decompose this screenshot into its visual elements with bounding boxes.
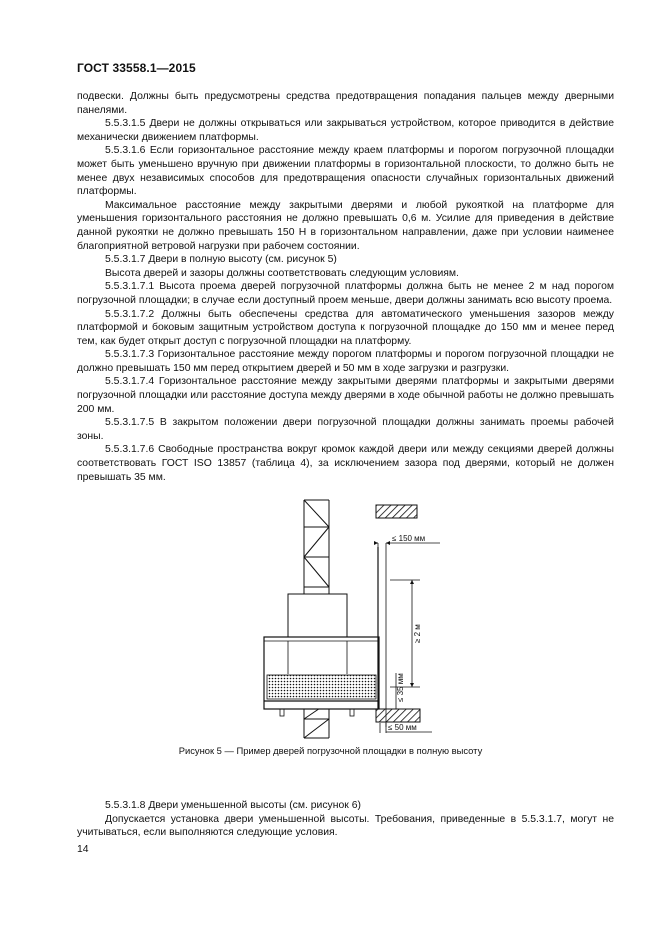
label-bottom-gap: ≤ 35 мм bbox=[396, 673, 405, 702]
document-header: ГОСТ 33558.1—2015 bbox=[77, 61, 196, 75]
paragraph: 5.5.3.1.7.5 В закрытом положении двери погрузочной площадки должны занимать проемы рабочей зоны. bbox=[77, 417, 614, 442]
paragraph: Максимальное расстояние между закрытыми дверями и любой рукояткой на платформе для уменьшения горизонтального расстояния не должно превышать 0,6 м. Усилие для приведения в действие данной рукоятки не должно превышать 150 Н в горизонтальном направлении, даже при условии наименее благоприятной ветровой нагрузки при рабочем состоянии. bbox=[77, 199, 614, 252]
figure-5-diagram bbox=[250, 497, 450, 742]
paragraph: 5.5.3.1.7.2 Должны быть обеспечены средства для автоматического уменьшения зазоров между платформой и боковым защитным устройством доступа к погрузочной площадке до 150 мм и менее перед тем, как будет открыт доступ с погрузочной площадки на платформу. bbox=[77, 308, 614, 347]
body-text bbox=[77, 90, 614, 484]
paragraph: Допускается установка двери уменьшенной высоты. Требования, приведенные в 5.5.3.1.7, могут не учитываться, если выполняются следующие условия. bbox=[77, 813, 614, 839]
paragraph: 5.5.3.1.8 Двери уменьшенной высоты (см. рисунок 6) bbox=[105, 800, 361, 811]
paragraph: 5.5.3.1.6 Если горизонтальное расстояние между краем платформы и порогом погрузочной площадки может быть уменьшено вручную при движении платформы в горизонтальной плоскости, то должно быть не менее двух независимых способов для предотвращения опасности случайных горизонтальных движений платформы. bbox=[77, 145, 614, 198]
label-top-gap: ≤ 150 мм bbox=[392, 534, 426, 543]
hatched-lintel bbox=[376, 505, 417, 518]
mesh-panel bbox=[267, 675, 376, 699]
page-number: 14 bbox=[77, 844, 89, 855]
label-height: ≥ 2 м bbox=[413, 624, 422, 643]
paragraph: Высота дверей и зазоры должны соответствовать следующим условиям. bbox=[105, 267, 459, 279]
paragraph: подвески. Должны быть предусмотрены средства предотвращения попадания пальцев между дверными панелями. bbox=[77, 91, 614, 116]
paragraph: 5.5.3.1.5 Двери не должны открываться или закрываться устройством, которое приводится в действие механически движением платформы. bbox=[77, 118, 614, 143]
hatched-sill bbox=[376, 709, 420, 722]
figure-caption: Рисунок 5 — Пример дверей погрузочной площадки в полную высоту bbox=[178, 745, 483, 756]
after-text bbox=[77, 799, 614, 840]
paragraph: 5.5.3.1.7.3 Горизонтальное расстояние между порогом платформы и порогом погрузочной площадки не должно превышать 150 мм перед открытием дверей и 50 мм в ходе загрузки и разгрузки. bbox=[77, 349, 614, 374]
paragraph: 5.5.3.1.7.1 Высота проема дверей погрузочной платформы должна быть не менее 2 м над порогом погрузочной площадки; в случае если доступный проем меньше, двери должны занимать всю высоту проема. bbox=[77, 281, 614, 306]
paragraph: 5.5.3.1.7 Двери в полную высоту (см. рисунок 5) bbox=[105, 254, 337, 266]
paragraph: 5.5.3.1.7.4 Горизонтальное расстояние между закрытыми дверями платформы и закрытыми дверями погрузочной площадки или расстояние доступа между дверями в ходе обычной работы не должно превышать 200 мм. bbox=[77, 376, 614, 415]
paragraph: 5.5.3.1.7.6 Свободные пространства вокруг кромок каждой двери или между секциями дверей должны соответствовать ГОСТ ISO 13857 (таблица 4), за исключением зазора под дверями, который не должен превышать 35 мм. bbox=[77, 444, 614, 483]
label-sill-gap: ≤ 50 мм bbox=[388, 723, 417, 732]
